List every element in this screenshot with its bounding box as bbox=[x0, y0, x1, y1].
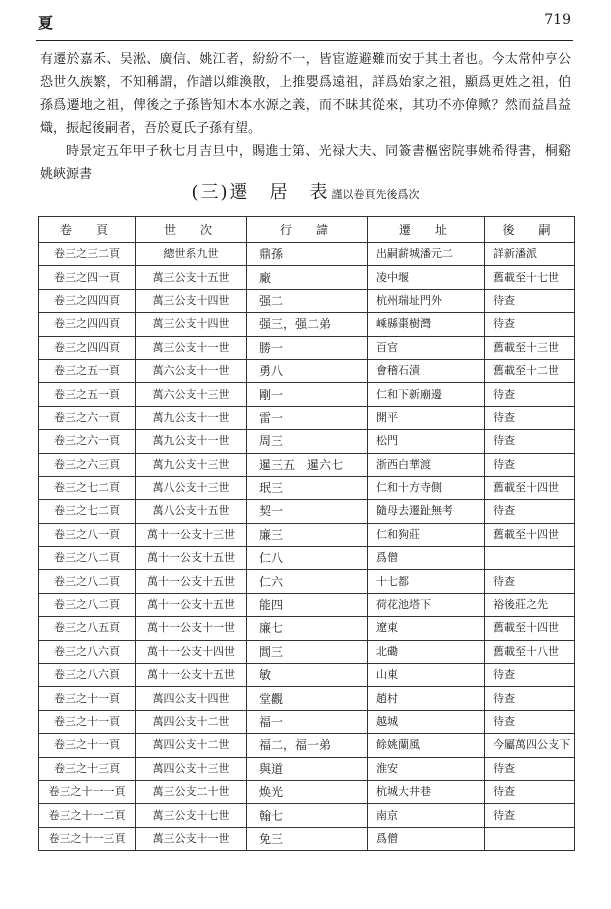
cell-descendants: 待查 bbox=[485, 383, 575, 406]
cell-generation: 萬三公支十五世 bbox=[136, 266, 247, 289]
cell-volume-page: 卷三之三二頁 bbox=[39, 243, 136, 266]
table-row bbox=[39, 453, 575, 476]
cell-name: 强二 bbox=[247, 289, 368, 312]
cell-descendants bbox=[485, 547, 575, 570]
cell-volume-page: 卷三之十一三頁 bbox=[39, 827, 136, 850]
body-text bbox=[40, 48, 571, 186]
cell-generation: 萬四公支十二世 bbox=[136, 734, 247, 757]
cell-migration-site: 出嗣薪城潘元二 bbox=[368, 243, 485, 266]
cell-descendants: 待查 bbox=[485, 687, 575, 710]
cell-name: 勝一 bbox=[247, 336, 368, 359]
cell-volume-page: 卷三之十一頁 bbox=[39, 687, 136, 710]
table-row bbox=[39, 336, 575, 359]
cell-volume-page: 卷三之六三頁 bbox=[39, 453, 136, 476]
cell-descendants: 待查 bbox=[485, 664, 575, 687]
table-row bbox=[39, 383, 575, 406]
cell-generation: 萬十一公支十五世 bbox=[136, 547, 247, 570]
cell-migration-site: 杭州瑞址門外 bbox=[368, 289, 485, 312]
cell-name: 勇八 bbox=[247, 359, 368, 382]
cell-name: 契一 bbox=[247, 500, 368, 523]
cell-generation: 萬三公支十一世 bbox=[136, 336, 247, 359]
cell-generation: 總世系九世 bbox=[136, 243, 247, 266]
cell-name: 仁八 bbox=[247, 547, 368, 570]
cell-migration-site: 開平 bbox=[368, 406, 485, 429]
table-row bbox=[39, 804, 575, 827]
cell-generation: 萬十一公支十三世 bbox=[136, 523, 247, 546]
cell-name: 敏 bbox=[247, 664, 368, 687]
cell-name: 仁六 bbox=[247, 570, 368, 593]
cell-volume-page: 卷三之六一頁 bbox=[39, 406, 136, 429]
cell-descendants: 待查 bbox=[485, 570, 575, 593]
cell-migration-site: 趙村 bbox=[368, 687, 485, 710]
cell-migration-site: 南京 bbox=[368, 804, 485, 827]
header-hang-hui: 行 諱 bbox=[247, 217, 368, 243]
cell-migration-site: 餘姚蘭風 bbox=[368, 734, 485, 757]
cell-migration-site: 遼東 bbox=[368, 617, 485, 640]
cell-descendants: 裕後莊之先 bbox=[485, 593, 575, 616]
cell-volume-page: 卷三之八二頁 bbox=[39, 547, 136, 570]
cell-volume-page: 卷三之五一頁 bbox=[39, 383, 136, 406]
cell-generation: 萬三公支十七世 bbox=[136, 804, 247, 827]
cell-descendants: 待查 bbox=[485, 804, 575, 827]
cell-generation: 萬六公支十三世 bbox=[136, 383, 247, 406]
cell-generation: 萬三公支二十世 bbox=[136, 780, 247, 803]
cell-migration-site: 百官 bbox=[368, 336, 485, 359]
cell-volume-page: 卷三之八六頁 bbox=[39, 664, 136, 687]
cell-generation: 萬十一公支十五世 bbox=[136, 570, 247, 593]
cell-descendants: 待查 bbox=[485, 406, 575, 429]
cell-generation: 萬十一公支十五世 bbox=[136, 593, 247, 616]
cell-generation: 萬三公支十一世 bbox=[136, 827, 247, 850]
table-row bbox=[39, 500, 575, 523]
cell-migration-site: 爲僧 bbox=[368, 827, 485, 850]
cell-descendants: 待查 bbox=[485, 453, 575, 476]
cell-descendants: 待查 bbox=[485, 430, 575, 453]
cell-migration-site: 仁和下新廟邊 bbox=[368, 383, 485, 406]
cell-name: 福一 bbox=[247, 710, 368, 733]
cell-name: 剛一 bbox=[247, 383, 368, 406]
cell-migration-site: 北磡 bbox=[368, 640, 485, 663]
cell-name: 堂觀 bbox=[247, 687, 368, 710]
cell-name: 免三 bbox=[247, 827, 368, 850]
table-row bbox=[39, 664, 575, 687]
cell-generation: 萬九公支十一世 bbox=[136, 406, 247, 429]
cell-volume-page: 卷三之十一二頁 bbox=[39, 804, 136, 827]
cell-name: 强三，强二弟 bbox=[247, 313, 368, 336]
cell-generation: 萬六公支十一世 bbox=[136, 359, 247, 382]
cell-migration-site: 隨母去遷趾無考 bbox=[368, 500, 485, 523]
cell-generation: 萬十一公支十五世 bbox=[136, 664, 247, 687]
cell-name: 閭三 bbox=[247, 640, 368, 663]
cell-name: 廠 bbox=[247, 266, 368, 289]
cell-descendants: 詳新潘派 bbox=[485, 243, 575, 266]
page-header bbox=[38, 12, 571, 34]
cell-descendants: 舊載至十四世 bbox=[485, 617, 575, 640]
cell-descendants: 舊載至十三世 bbox=[485, 336, 575, 359]
cell-name: 廉三 bbox=[247, 523, 368, 546]
cell-descendants: 舊載至十四世 bbox=[485, 476, 575, 499]
cell-generation: 萬九公支十三世 bbox=[136, 453, 247, 476]
cell-name: 能四 bbox=[247, 593, 368, 616]
header-qian-zhi: 遷 址 bbox=[368, 217, 485, 243]
cell-name: 珉三 bbox=[247, 476, 368, 499]
cell-generation: 萬四公支十四世 bbox=[136, 687, 247, 710]
cell-descendants: 舊載至十八世 bbox=[485, 640, 575, 663]
cell-volume-page: 卷三之十一頁 bbox=[39, 734, 136, 757]
cell-name: 周三 bbox=[247, 430, 368, 453]
table-row bbox=[39, 593, 575, 616]
cell-migration-site: 杭城大井巷 bbox=[368, 780, 485, 803]
header-juan-ye: 卷 頁 bbox=[39, 217, 136, 243]
cell-migration-site: 山東 bbox=[368, 664, 485, 687]
table-row bbox=[39, 617, 575, 640]
cell-volume-page: 卷三之四四頁 bbox=[39, 336, 136, 359]
header-rule bbox=[36, 40, 573, 41]
migration-table bbox=[38, 216, 575, 851]
cell-generation: 萬十一公支十四世 bbox=[136, 640, 247, 663]
cell-migration-site: 仁和狗莊 bbox=[368, 523, 485, 546]
cell-generation: 萬三公支十四世 bbox=[136, 313, 247, 336]
cell-migration-site: 十七都 bbox=[368, 570, 485, 593]
cell-volume-page: 卷三之四四頁 bbox=[39, 313, 136, 336]
table-row bbox=[39, 359, 575, 382]
cell-migration-site: 爲僧 bbox=[368, 547, 485, 570]
cell-volume-page: 卷三之八二頁 bbox=[39, 593, 136, 616]
cell-descendants bbox=[485, 827, 575, 850]
cell-descendants: 待查 bbox=[485, 757, 575, 780]
cell-descendants: 舊載至十四世 bbox=[485, 523, 575, 546]
cell-volume-page: 卷三之七二頁 bbox=[39, 500, 136, 523]
table-row bbox=[39, 289, 575, 312]
cell-generation: 萬四公支十二世 bbox=[136, 710, 247, 733]
cell-name: 廉七 bbox=[247, 617, 368, 640]
cell-descendants: 舊載至十七世 bbox=[485, 266, 575, 289]
cell-migration-site: 會稽石漬 bbox=[368, 359, 485, 382]
cell-generation: 萬九公支十一世 bbox=[136, 430, 247, 453]
table-row bbox=[39, 570, 575, 593]
table-row bbox=[39, 523, 575, 546]
table-title bbox=[0, 178, 611, 204]
table-row bbox=[39, 313, 575, 336]
table-row bbox=[39, 710, 575, 733]
table-row bbox=[39, 780, 575, 803]
cell-migration-site: 浙西白華渡 bbox=[368, 453, 485, 476]
cell-volume-page: 卷三之十一頁 bbox=[39, 710, 136, 733]
table-header-row bbox=[39, 217, 575, 243]
cell-volume-page: 卷三之八六頁 bbox=[39, 640, 136, 663]
table-row bbox=[39, 476, 575, 499]
cell-name: 與道 bbox=[247, 757, 368, 780]
cell-volume-page: 卷三之十三頁 bbox=[39, 757, 136, 780]
table-row bbox=[39, 547, 575, 570]
cell-volume-page: 卷三之十一一頁 bbox=[39, 780, 136, 803]
cell-descendants: 待查 bbox=[485, 780, 575, 803]
cell-migration-site: 荷花池塔下 bbox=[368, 593, 485, 616]
table-row bbox=[39, 687, 575, 710]
paragraph-1: 有遷於嘉禾、吴淞、廣信、姚江者，紛紛不一，皆宦遊避難而安于其土者也。今太常仲亨公恐世久族繁，不知稱謂，作譜以維渙散，上推嬰爲遠祖，詳爲始家之祖，顯爲更姓之祖，伯孫爲遷地之祖，俾後之子孫皆知木本水源之義，而不昧其從來，其功不亦偉歟？然而益昌益熾，振起後嗣者，吾於夏氏子孫有望。 bbox=[40, 52, 571, 136]
table-row bbox=[39, 827, 575, 850]
table-row bbox=[39, 734, 575, 757]
header-hou-si: 後 嗣 bbox=[485, 217, 575, 243]
cell-migration-site: 仁和十方寺側 bbox=[368, 476, 485, 499]
cell-volume-page: 卷三之五一頁 bbox=[39, 359, 136, 382]
cell-name: 暹三五 暹六七 bbox=[247, 453, 368, 476]
cell-generation: 萬八公支十三世 bbox=[136, 476, 247, 499]
cell-volume-page: 卷三之四一頁 bbox=[39, 266, 136, 289]
cell-migration-site: 越城 bbox=[368, 710, 485, 733]
cell-volume-page: 卷三之四四頁 bbox=[39, 289, 136, 312]
table-row bbox=[39, 243, 575, 266]
cell-migration-site: 松門 bbox=[368, 430, 485, 453]
cell-migration-site: 淮安 bbox=[368, 757, 485, 780]
table-row bbox=[39, 430, 575, 453]
table-row bbox=[39, 266, 575, 289]
cell-migration-site: 凌中堰 bbox=[368, 266, 485, 289]
cell-descendants: 待查 bbox=[485, 289, 575, 312]
cell-descendants: 今屬萬四公支下 bbox=[485, 734, 575, 757]
cell-descendants: 待查 bbox=[485, 710, 575, 733]
table-row bbox=[39, 406, 575, 429]
page-number: 719 bbox=[544, 12, 571, 28]
table-title-note: 謹以卷頁先後爲次 bbox=[331, 188, 420, 201]
cell-volume-page: 卷三之六一頁 bbox=[39, 430, 136, 453]
cell-generation: 萬八公支十五世 bbox=[136, 500, 247, 523]
paragraph-2: 時景定五年甲子秋七月吉旦中，賜進士第、光禄大夫、同簽書樞密院事姚希得書，桐谿姚峽源書 bbox=[40, 144, 571, 182]
table-title-text: (三)遷 居 表 bbox=[191, 182, 330, 203]
cell-descendants: 舊載至十二世 bbox=[485, 359, 575, 382]
cell-volume-page: 卷三之八二頁 bbox=[39, 570, 136, 593]
cell-migration-site: 嵊縣棗樹灣 bbox=[368, 313, 485, 336]
cell-descendants: 待查 bbox=[485, 500, 575, 523]
cell-generation: 萬十一公支十一世 bbox=[136, 617, 247, 640]
cell-generation: 萬三公支十四世 bbox=[136, 289, 247, 312]
cell-name: 焕光 bbox=[247, 780, 368, 803]
cell-volume-page: 卷三之八一頁 bbox=[39, 523, 136, 546]
table-row bbox=[39, 640, 575, 663]
header-shi-ci: 世 次 bbox=[136, 217, 247, 243]
running-head: 夏 bbox=[38, 14, 54, 32]
cell-name: 鼎孫 bbox=[247, 243, 368, 266]
table-body bbox=[39, 243, 575, 851]
cell-name: 雷一 bbox=[247, 406, 368, 429]
cell-name: 翰七 bbox=[247, 804, 368, 827]
cell-generation: 萬四公支十三世 bbox=[136, 757, 247, 780]
cell-volume-page: 卷三之七二頁 bbox=[39, 476, 136, 499]
cell-volume-page: 卷三之八五頁 bbox=[39, 617, 136, 640]
cell-descendants: 待查 bbox=[485, 313, 575, 336]
table-row bbox=[39, 757, 575, 780]
cell-name: 福二，福一弟 bbox=[247, 734, 368, 757]
